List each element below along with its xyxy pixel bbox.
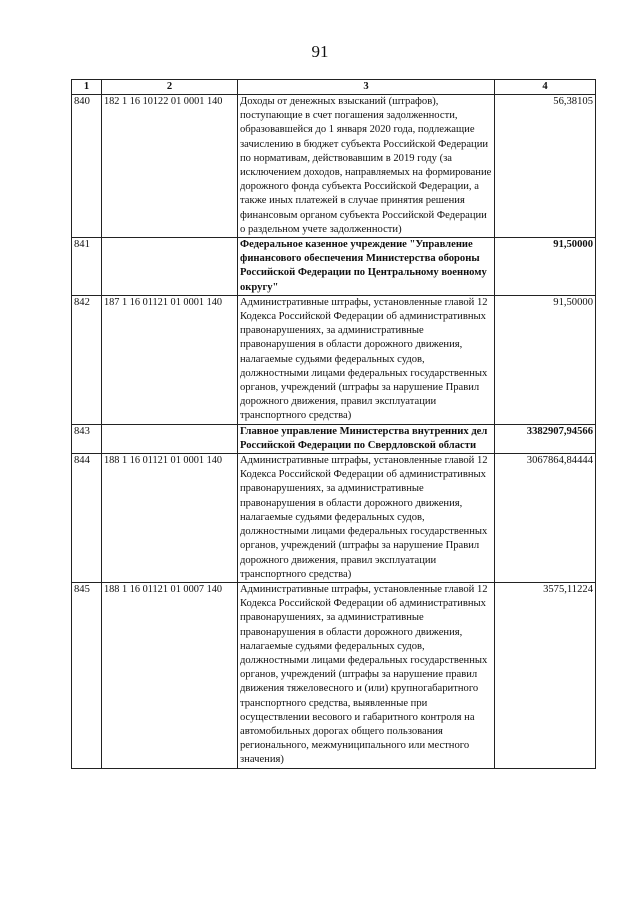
header-col-2: 2	[102, 80, 238, 95]
revenue-name: Главное управление Министерства внутренних дел Российской Федерации по Свердловской области	[238, 424, 495, 453]
row-number: 841	[72, 238, 102, 296]
amount-value: 91,50000	[495, 295, 596, 424]
header-row	[72, 80, 596, 95]
budget-code	[102, 424, 238, 453]
budget-table	[71, 79, 596, 769]
revenue-name: Административные штрафы, установленные главой 12 Кодекса Российской Федерации об административных правонарушениях, за административные правонарушения в области дорожного движения, налагаемые судьями федеральных судов, должностными лицами федеральных государственных органов, учреждений (штрафы за нарушение Правил дорожного движения, правил эксплуатации транспортного средства)	[238, 454, 495, 583]
table-row	[72, 295, 596, 424]
revenue-name: Административные штрафы, установленные главой 12 Кодекса Российской Федерации об административных правонарушениях, за административные правонарушения в области дорожного движения, налагаемые судьями федеральных судов, должностными лицами федеральных государственных органов, учреждений (штрафы за нарушение Правил дорожного движения, правил эксплуатации транспортного средства)	[238, 295, 495, 424]
table-row	[72, 95, 596, 238]
revenue-name: Федеральное казенное учреждение "Управление финансового обеспечения Министерства обороны Российской Федерации по Центральному военному округу"	[238, 238, 495, 296]
revenue-name: Доходы от денежных взысканий (штрафов), поступающие в счет погашения задолженности, образовавшейся до 1 января 2020 года, подлежащие зачислению в бюджет субъекта Российской Федерации по нормативам, действовавшим в 2019 году (за исключением доходов, направляемых на формирование дорожного фонда субъекта Российской Федерации, а также иных платежей в случае принятия решения финансовым органом субъекта Российской Федерации о раздельном учете задолженности)	[238, 95, 495, 238]
budget-code: 188 1 16 01121 01 0007 140	[102, 582, 238, 768]
amount-value: 3382907,94566	[495, 424, 596, 453]
table-row	[72, 424, 596, 453]
header-col-1: 1	[72, 80, 102, 95]
table-row	[72, 454, 596, 583]
budget-code: 187 1 16 01121 01 0001 140	[102, 295, 238, 424]
budget-code	[102, 238, 238, 296]
table-row	[72, 582, 596, 768]
row-number: 845	[72, 582, 102, 768]
table-row	[72, 238, 596, 296]
amount-value: 56,38105	[495, 95, 596, 238]
row-number: 840	[72, 95, 102, 238]
header-col-4: 4	[495, 80, 596, 95]
amount-value: 91,50000	[495, 238, 596, 296]
page-number: 91	[311, 42, 329, 61]
header-col-3: 3	[238, 80, 495, 95]
budget-code: 182 1 16 10122 01 0001 140	[102, 95, 238, 238]
row-number: 842	[72, 295, 102, 424]
revenue-name: Административные штрафы, установленные главой 12 Кодекса Российской Федерации об административных правонарушениях, за административные правонарушения в области дорожного движения, налагаемые судьями федеральных судов, должностными лицами федеральных государственных органов, учреждений (штрафы за нарушение правил движения тяжеловесного и (или) крупногабаритного транспортного средства, выявленные при осуществлении весового и габаритного контроля на автомобильных дорогах общего пользования регионального, межмуниципального или местного значения)	[238, 582, 495, 768]
row-number: 844	[72, 454, 102, 583]
amount-value: 3067864,84444	[495, 454, 596, 583]
row-number: 843	[72, 424, 102, 453]
budget-code: 188 1 16 01121 01 0001 140	[102, 454, 238, 583]
amount-value: 3575,11224	[495, 582, 596, 768]
